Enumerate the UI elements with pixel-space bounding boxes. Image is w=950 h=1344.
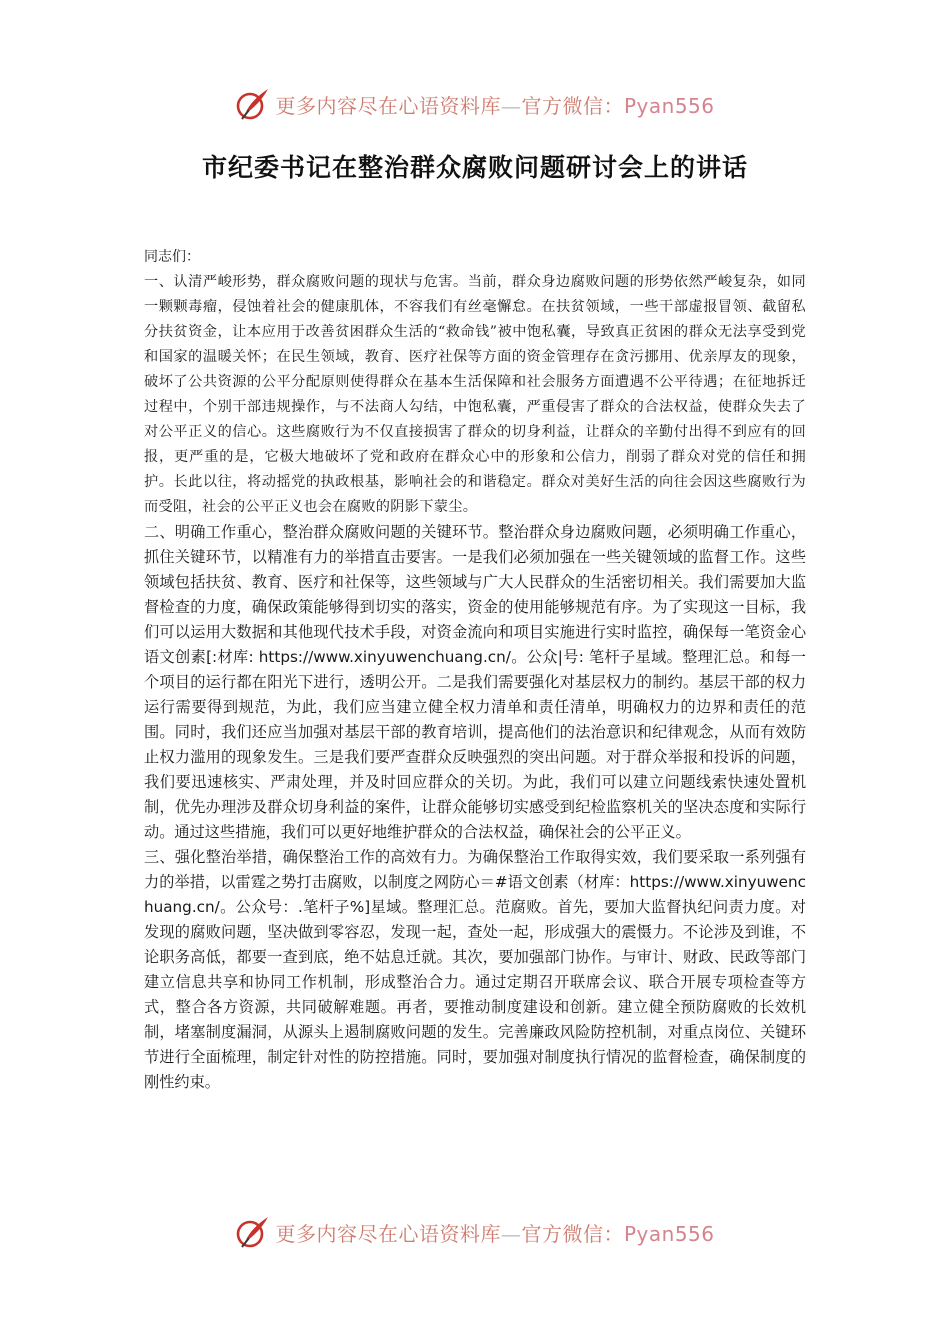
watermark-prefix: 更多内容尽在心语资料库 [275, 1221, 501, 1246]
watermark-banner-bottom [0, 1212, 950, 1252]
paragraph-2: 二、明确工作重心，整治群众腐败问题的关键环节。整治群众身边腐败问题，必须明确工作重心，抓住关键环节，以精准有力的举措直击要害。一是我们必须加强在一些关键领域的监督工作。这些领域包括扶贫、教育、医疗和社保等，这些领域与广大人民群众的生活密切相关。我们需要加大监督检查的力度，确保政策能够得到切实的落实，资金的使用能够规范有序。为了实现这一目标，我们可以运用大数据和其他现代技术手段，对资金流向和项目实施进行实时监控，确保每一笔资金心语文创素[:材库: https://www.xinyuwenchuang.cn/。公众|号: 笔杆子星域。整理汇总。和每一个项目的运行都在阳光下进行，透明公开。二是我们需要强化对基层权力的制约。基层干部的权力运行需要得到规范，为此，我们应当建立健全权力清单和责任清单，明确权力的边界和责任的范围。同时，我们还应当加强对基层干部的教育培训，提高他们的法治意识和纪律观念，从而有效防止权力滥用的现象发生。三是我们要严查群众反映强烈的突出问题。对于群众举报和投诉的问题，我们要迅速核实、严肃处理，并及时回应群众的关切。为此，我们可以建立问题线索快速处置机制，优先办理涉及群众切身利益的案件，让群众能够切实感受到纪检监察机关的坚决态度和实际行动。通过这些措施，我们可以更好地维护群众的合法权益，确保社会的公平正义。 [144, 523, 806, 841]
watermark-contact: Pyan556 [623, 93, 715, 118]
watermark-prefix: 更多内容尽在心语资料库 [275, 93, 501, 118]
document-title: 市纪委书记在整治群众腐败问题研讨会上的讲话 [201, 153, 748, 182]
watermark-dash: — [500, 1221, 522, 1246]
watermark-dash: — [500, 93, 522, 118]
document-body [144, 245, 806, 1095]
paragraph-3: 三、强化整治举措，确保整治工作的高效有力。为确保整治工作取得实效，我们要采取一系列强有力的举措，以雷霆之势打击腐败，以制度之网防心＝#语文创素（材库：https://www.xinyuwenchuang.cn/。公众号：.笔杆子%]星域。整理汇总。范腐败。首先，要加大监督执纪问责力度。对发现的腐败问题，坚决做到零容忍，发现一起，查处一起，形成强大的震慑力。不论涉及到谁，不论职务高低，都要一查到底，绝不姑息迁就。其次，要加强部门协作。与审计、财政、民政等部门建立信息共享和协同工作机制，形成整治合力。通过定期召开联席会议、联合开展专项检查等方式，整合各方资源，共同破解难题。再者，要推动制度建设和创新。建立健全预防腐败的长效机制，堵塞制度漏洞，从源头上遏制腐败问题的发生。完善廉政风险防控机制，对重点岗位、关键环节进行全面梳理，制定针对性的防控措施。同时，要加强对制度执行情况的监督检查，确保制度的刚性约束。 [144, 848, 806, 1091]
watermark-contact: Pyan556 [623, 1221, 715, 1246]
greeting: 同志们： [144, 249, 200, 265]
watermark-banner-top [0, 84, 950, 124]
paragraph-1: 一、认清严峻形势，群众腐败问题的现状与危害。当前，群众身边腐败问题的形势依然严峻复杂，如同一颗颗毒瘤，侵蚀着社会的健康肌体，不容我们有丝毫懈怠。在扶贫领域，一些干部虚报冒领、截留私分扶贫资金，让本应用于改善贫困群众生活的“救命钱”被中饱私囊，导致真正贫困的群众无法享受到党和国家的温暖关怀；在民生领域，教育、医疗社保等方面的资金管理存在贪污挪用、优亲厚友的现象，破坏了公共资源的公平分配原则使得群众在基本生活保障和社会服务方面遭遇不公平待遇；在征地拆迁过程中，个别干部违规操作，与不法商人勾结，中饱私囊，严重侵害了群众的合法权益，使群众失去了对公平正义的信心。这些腐败行为不仅直接损害了群众的切身利益，让群众的辛勤付出得不到应有的回报，更严重的是，它极大地破坏了党和政府在群众心中的形象和公信力，削弱了群众对党的信任和拥护。长此以往，将动摇党的执政根基，影响社会的和谐稳定。群众对美好生活的向往会因这些腐败行为而受阻，社会的公平正义也会在腐败的阴影下蒙尘。 [144, 274, 806, 515]
quill-pen-logo-icon [235, 1214, 271, 1250]
watermark-middle: 官方微信： [521, 93, 624, 118]
watermark-text [275, 90, 714, 119]
quill-pen-logo-icon [235, 86, 271, 122]
watermark-middle: 官方微信： [521, 1221, 624, 1246]
watermark-text [275, 1218, 714, 1247]
